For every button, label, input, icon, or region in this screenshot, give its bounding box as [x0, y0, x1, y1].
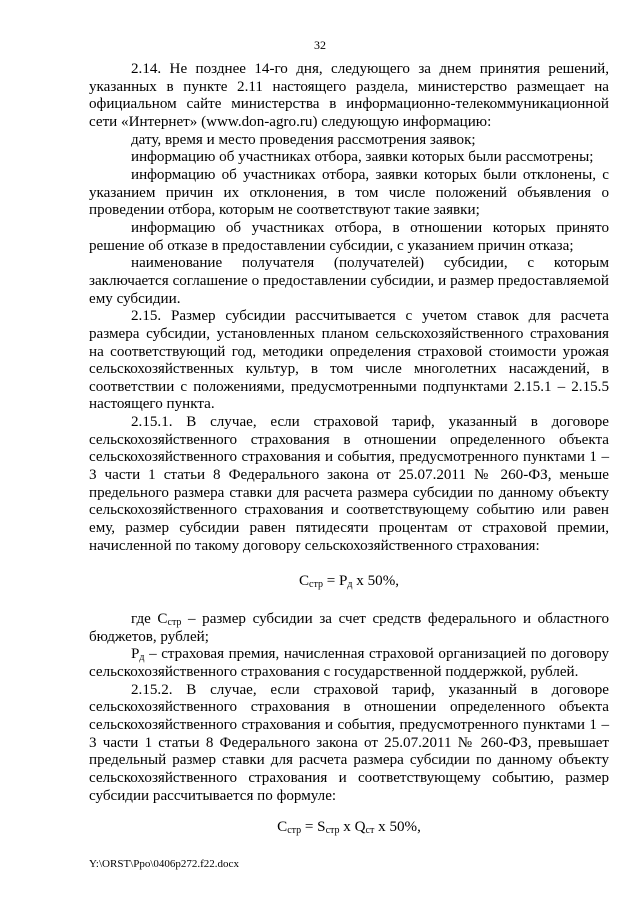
formula-symbol: = S: [301, 819, 326, 836]
list-item: информацию об участниках отбора, заявки которых были отклонены, с указанием причин их отклонения, в том числе положений объявления о проведении отбора, которым не соответствуют такие заявки;: [89, 166, 609, 219]
formula-subscript: стр: [325, 825, 340, 837]
list-item: информацию об участниках отбора, в отношении которых принято решение об отказе в предоставлении субсидии, с указанием причин отказа;: [89, 219, 609, 254]
paragraph-2-15-1: 2.15.1. В случае, если страховой тариф, указанный в договоре сельскохозяйственного страхования в отношении определенного объекта сельскохозяйственного страхования и события, предусмотренного пунктами 1 – 3 части 1 статьи 8 Федерального закона от 25.07.2011 № 260-ФЗ, меньше предельного размера ставки для расчета размера субсидии по данному объекту сельскохозяйственного страхования и соответствующему событию или равен ему, размер субсидии равен пятидесяти процентам от страховой премии, начисленной по такому договору сельскохозяйственного страхования:: [89, 414, 609, 554]
formula-subscript: д: [139, 652, 145, 664]
paragraph-2-14: 2.14. Не позднее 14-го дня, следующего за днем принятия решений, указанных в пункте 2.11 настоящего раздела, министерство размещает на официальном сайте министерства в информационно-телекоммуникационной сети «Интернет» (www.don-agro.ru) следующую информацию:: [89, 61, 609, 130]
formula-subscript: стр: [167, 617, 182, 629]
definition-text: – размер субсидии за счет средств федерального и областного бюджетов, рублей;: [89, 611, 609, 645]
paragraph-2-15-2: 2.15.2. В случае, если страховой тариф, указанный в договоре сельскохозяйственного страхования в отношении определенного объекта сельскохозяйственного страхования и события, предусмотренного пунктами 1 –3 части 1 статьи 8 Федерального закона от 25.07.2011 № 260-ФЗ, превышает предельный размер ставки для расчета размера субсидии по данному объекту сельскохозяйственного страхования и соответствующему событию, размер субсидии рассчитывается по формуле:: [89, 681, 609, 804]
formula-subscript: стр: [309, 579, 323, 591]
file-path-footer: Y:\ORST\Ppo\0406p272.f22.docx: [89, 858, 239, 870]
formula-text: х 50%,: [352, 573, 400, 590]
formula-subsidy-2: [89, 819, 609, 837]
definition-c-str: где $С_{стр}$ – размер субсидии за счет средств федерального и областного бюджетов, рублей;: [89, 611, 609, 645]
list-item: дату, время и место проведения рассмотрения заявок;: [131, 131, 476, 148]
formula-symbol: С: [298, 573, 310, 590]
formula-symbol: = Р: [322, 573, 348, 590]
formula-subsidy-1: [89, 573, 609, 591]
page-number: 32: [314, 38, 326, 52]
formula-symbol: Р: [131, 646, 140, 663]
document-body: [89, 61, 609, 837]
definition-p-d: [89, 646, 609, 681]
formula-symbol: С: [157, 611, 168, 628]
formula-symbol: х Q: [339, 819, 366, 836]
formula-subscript: стр: [287, 825, 302, 837]
formula-symbol: С: [277, 819, 288, 836]
list-item: информацию об участниках отбора, заявки которых были рассмотрены;: [131, 149, 594, 166]
formula-subscript: ст: [365, 825, 375, 837]
definition-text: – страховая премия, начисленная страховой организацией по договору сельскохозяйственного страхования с государственной поддержкой, рублей.: [89, 646, 609, 680]
formula-subscript: д: [347, 579, 353, 591]
paragraph-2-15: 2.15. Размер субсидии рассчитывается с учетом ставок для расчета размера субсидии, установленных планом сельскохозяйственного страхования на соответствующий год, методики определения страховой стоимости урожая сельскохозяйственных культур, в том числе многолетних насаждений, в соответствии с положениями, предусмотренными подпунктами 2.15.1 – 2.15.5 настоящего пункта.: [89, 308, 609, 413]
formula-text: х 50%,: [374, 819, 421, 836]
list-item: наименование получателя (получателей) субсидии, с которым заключается соглашение о предоставлении субсидии, и размер предоставляемой ему субсидии.: [89, 255, 609, 307]
